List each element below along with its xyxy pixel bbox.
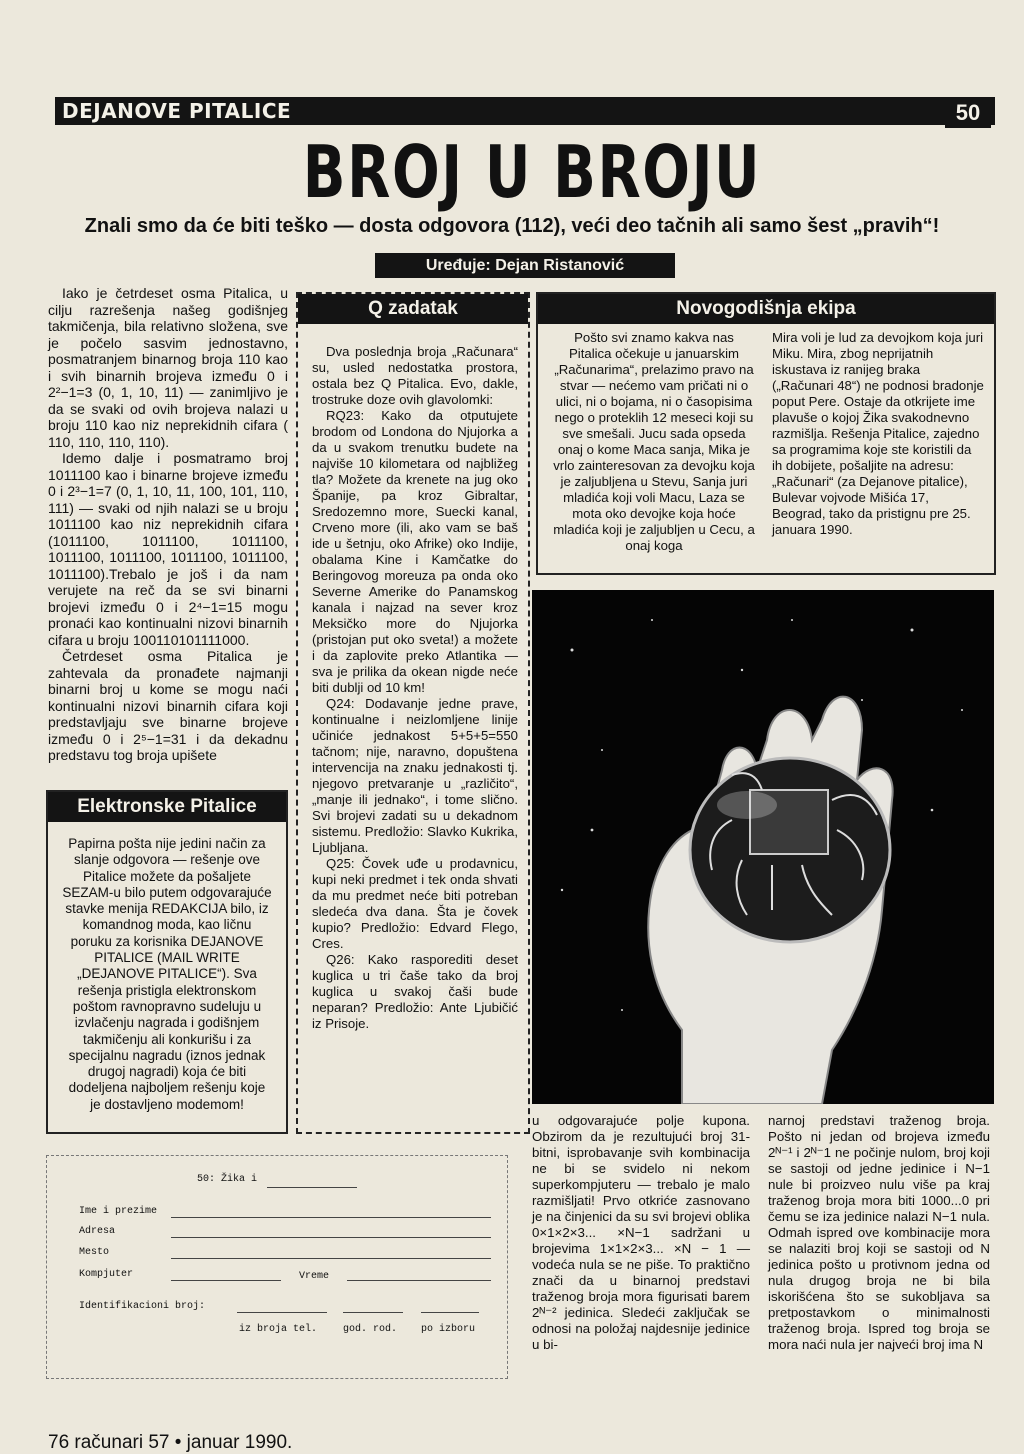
name-label: Ime i prezime: [79, 1206, 158, 1217]
bottom-col1: u odgovarajuće polje kupona. Obzirom da je rezultujući broj 31-bitni, isprobavanje svih kombinacija ne bi se svidelo ni nekom superkompjuteru — trebalo je malo razmišljati! Prvo otkriće zasnovano je na činjenici da su svi brojevi oblika 0×1×2×3... ×N−1 sadržani u brojevima 1×1×2×3... ×N − 1 — vodeća nula se ne piše. To praktično znači da u binarnoj predstavi traženog broja mora figurisati barem 2ᴺ⁻² jedinica. Sledeći zaključak se odnosi na položaj najdesnije jedinice u bi-: [532, 1113, 750, 1352]
id-birth-field[interactable]: [343, 1311, 403, 1313]
id-phone-field[interactable]: [237, 1311, 327, 1313]
address-label: Adresa: [79, 1226, 116, 1237]
q-paragraph: Q26: Kako rasporediti deset kuglica u tri čaše tako da broj kuglica u svakoj čaši bude neparan? Predložio: Ante Ljubičić iz Prisoje.: [312, 952, 518, 1031]
city-label: Mesto: [79, 1247, 110, 1258]
hand-sphere-illustration: [532, 590, 994, 1104]
left-paragraph: Četrdeset osma Pitalica je zahtevala da pronađete najmanji binarni broj u kome se mogu naći kontinualni nizovi binarnih cifara koji predstavljaju sve binarne brojeve između 0 i 2⁵−1=31 i da dekadnu predstavu tog broja upišete: [48, 648, 288, 763]
id-sub-choice: po izboru: [421, 1324, 476, 1335]
id-choice-field[interactable]: [421, 1311, 479, 1313]
sphere-highlight: [717, 791, 777, 819]
coupon-answer-line[interactable]: [267, 1186, 357, 1188]
page-footer: 76 računari 57 • januar 1990.: [48, 1432, 293, 1453]
q-paragraph: Dva poslednja broja „Računara“ su, usled nedostatka prostora, ostala bez Q Pitalica. Evo, dakle, trostruke doze ovih glavolomki:: [312, 344, 518, 407]
new-year-box: [536, 292, 996, 575]
left-column: [48, 285, 288, 764]
editor-banner: Uređuje: Dejan Ristanović: [375, 253, 675, 278]
hand-sphere-photo: [532, 590, 994, 1104]
new-year-box-heading: Novogodišnja ekipa: [538, 294, 994, 324]
coupon-top-label: 50: Žika i: [197, 1174, 258, 1185]
city-field[interactable]: [171, 1257, 491, 1259]
new-year-col1: Pošto svi znamo kakva nas Pitalica očekuje u januarskim „Računarima“, prelazimo pravo na stvar — nećemo vam pričati ni o ulici, ni o bojama, ni o časopisima nego o proteklih 12 meseci koji su sve smešali. Jucu sada opseda onaj o kome Maca sanja, Mika je vrlo zainteresovan za devojku koja je zaljubljena u Stevu, Sanja juri mladića koji voli Macu, Laza se mota oko devojke koja hoće mladića koji je zaljubljen u Cecu, a onaj koga: [553, 330, 755, 553]
q-paragraph: Q25: Čovek uđe u prodavnicu, kupi neki predmet i tek onda shvati da mu predmet neće biti potreban sledeća dva dana. Šta je čovek kupio? Predložio: Edvard Flego, Cres.: [312, 856, 518, 951]
id-sub-birth: god. rod.: [343, 1324, 398, 1335]
computer-field[interactable]: [171, 1279, 281, 1281]
id-label: Identifikacioni broj:: [79, 1301, 206, 1312]
left-paragraph: Iako je četrdeset osma Pitalica, u cilju razrešenja našeg godišnjeg takmičenja, bila relativno složena, sve je počelo sasvim jednostavno, posmatranjem binarnog broja 110 kao i svih binarnih brojeva između 0 i 2²−1=3 (0, 1, 10, 11) — zanimljivo je da se svaki od ovih brojeva nalazi u broju 110 kao niz neprekidnih cifara ( 110, 110, 110, 110).: [48, 285, 288, 450]
q-box: [296, 292, 530, 1134]
electronic-box-text: Papirna pošta nije jedini način za slanje odgovora — rešenje ove Pitalice možete da pošaljete SEZAM-u bilo putem odgovarajuće stavke menija REDAKCIJA bilo, iz komandnog moda, kao ličnu poruku za korisnika DEJANOVE PITALICE (MAIL WRITE „DEJANOVE PITALICE“). Sva rešenja pristigla elektronskom poštom ravnopravno sudeluju u izvlačenju nagrada i godišnjem takmičenju ali konkurišu i za specijalnu nagradu (iznos jednak drugoj nagradi) koja će biti dodeljena najboljem rešenju koje je dostavljeno modemom!: [62, 836, 272, 1112]
q-box-text: [298, 324, 528, 1032]
electronic-box-heading: Elektronske Pitalice: [48, 792, 286, 822]
page-title: BROJ U BROJU: [302, 130, 762, 214]
section-label: DEJANOVE PITALICE: [62, 99, 292, 123]
q-paragraph: Q24: Dodavanje jedne prave, kontinualne i neizlomljene linije učiniće jednakost 5+5+5=550 tačnom; nije, naravno, dopuštena intervencija na znaku jednakosti tj. njegovo pretvaranje u „različito“, „manje ili jednako“, i tome slično. Svi brojevi zadati su u dekadnom sistemu. Predložio: Slavko Kukrika, Ljubljana.: [312, 696, 518, 855]
new-year-col2: Mira voli je lud za devojkom koja juri Miku. Mira, zbog neprijatnih iskustava iz ranijeg braka („Računari 48“) ne podnosi bradonje poput Pere. Ostaje da otkrijete ime plavuše o kojoj Žika svakodnevno razmišlja. Rešenja Pitalice, zajedno sa programima koje ste koristili da ih dobijete, pošaljite na adresu: „Računari“ (za Dejanove pitalice), Bulevar vojvode Mišića 17, Beograd, tako da pristignu pre 25. januara 1990.: [772, 330, 984, 537]
page-number: 50: [945, 98, 991, 128]
time-label: Vreme: [299, 1271, 330, 1282]
computer-label: Kompjuter: [79, 1269, 134, 1280]
address-field[interactable]: [171, 1236, 491, 1238]
page-subtitle: Znali smo da će biti teško — dosta odgovora (112), veći deo tačnih ali samo šest „pravih“!: [84, 215, 940, 237]
electronic-box: [46, 790, 288, 1134]
coupon-form: [46, 1155, 508, 1379]
name-field[interactable]: [171, 1216, 491, 1218]
time-field[interactable]: [347, 1279, 491, 1281]
q-paragraph: RQ23: Kako da otputujete brodom od Londona do Njujorka a da u svakom trenutku budete na najviše 10 kilometara od najbližeg tla? Možete da krenete na jug oko Španije, pa kroz Gibraltar, Sredozemno more, Suecki kanal, Crveno more (ili, ako vam se baš ide u šetnju, oko Afrike) oko Indije, obalama Kine i Kamčatke do Beringovog moreuza pa onda oko Severne Amerike do Panamskog kanala i najzad na sever kroz Meksičko more do Njujorka (pristojan put oko sveta!) a možete i da zaplovite preko Atlantika — sva je prilika da okean nigde neće biti dublji od 10 km!: [312, 408, 518, 695]
q-box-heading: Q zadatak: [298, 294, 528, 324]
bottom-col2: narnoj predstavi traženog broja. Pošto ni jedan od brojeva između 2ᴺ⁻¹ i 2ᴺ⁻1 ne počinje nulom, broj koji se sastoji od jedne jedinice i N−1 nule bi proizveo nulu više pa kraj traženog broja mora biti 1000...0 pri čemu se iza jedinice nalazi N−1 nula. Odmah ispred ove kombinacije mora se nalaziti broj koji se sastoji od N jedinica pošto u protivnom jedna od nula drugog broja ne bi bila iskorišćena što se sukobljava sa pretpostavkom o minimalnosti traženog broja. Ispred tog broja se mora naći nula jer najveći broj ima N: [768, 1113, 990, 1352]
left-paragraph: Idemo dalje i posmatramo broj 1011100 kao i binarne brojeve između 0 i 2³−1=7 (0, 1, 10, 11, 100, 101, 110, 111) — svaki od njih nalazi se u broju 1011100 kao niz neprekidnih cifara (1011100, 1011100, 1011100, 1011100, 1011100, 1011100, 1011100, 1011100).Trebalo je još i da nam verujete na reč da se svi binarni brojevi između 0 i 2⁴−1=15 mogu pronaći kao kontinualni nizovi binarnih cifara u broju 100110101111000.: [48, 450, 288, 648]
id-sub-phone: iz broja tel.: [239, 1324, 318, 1335]
